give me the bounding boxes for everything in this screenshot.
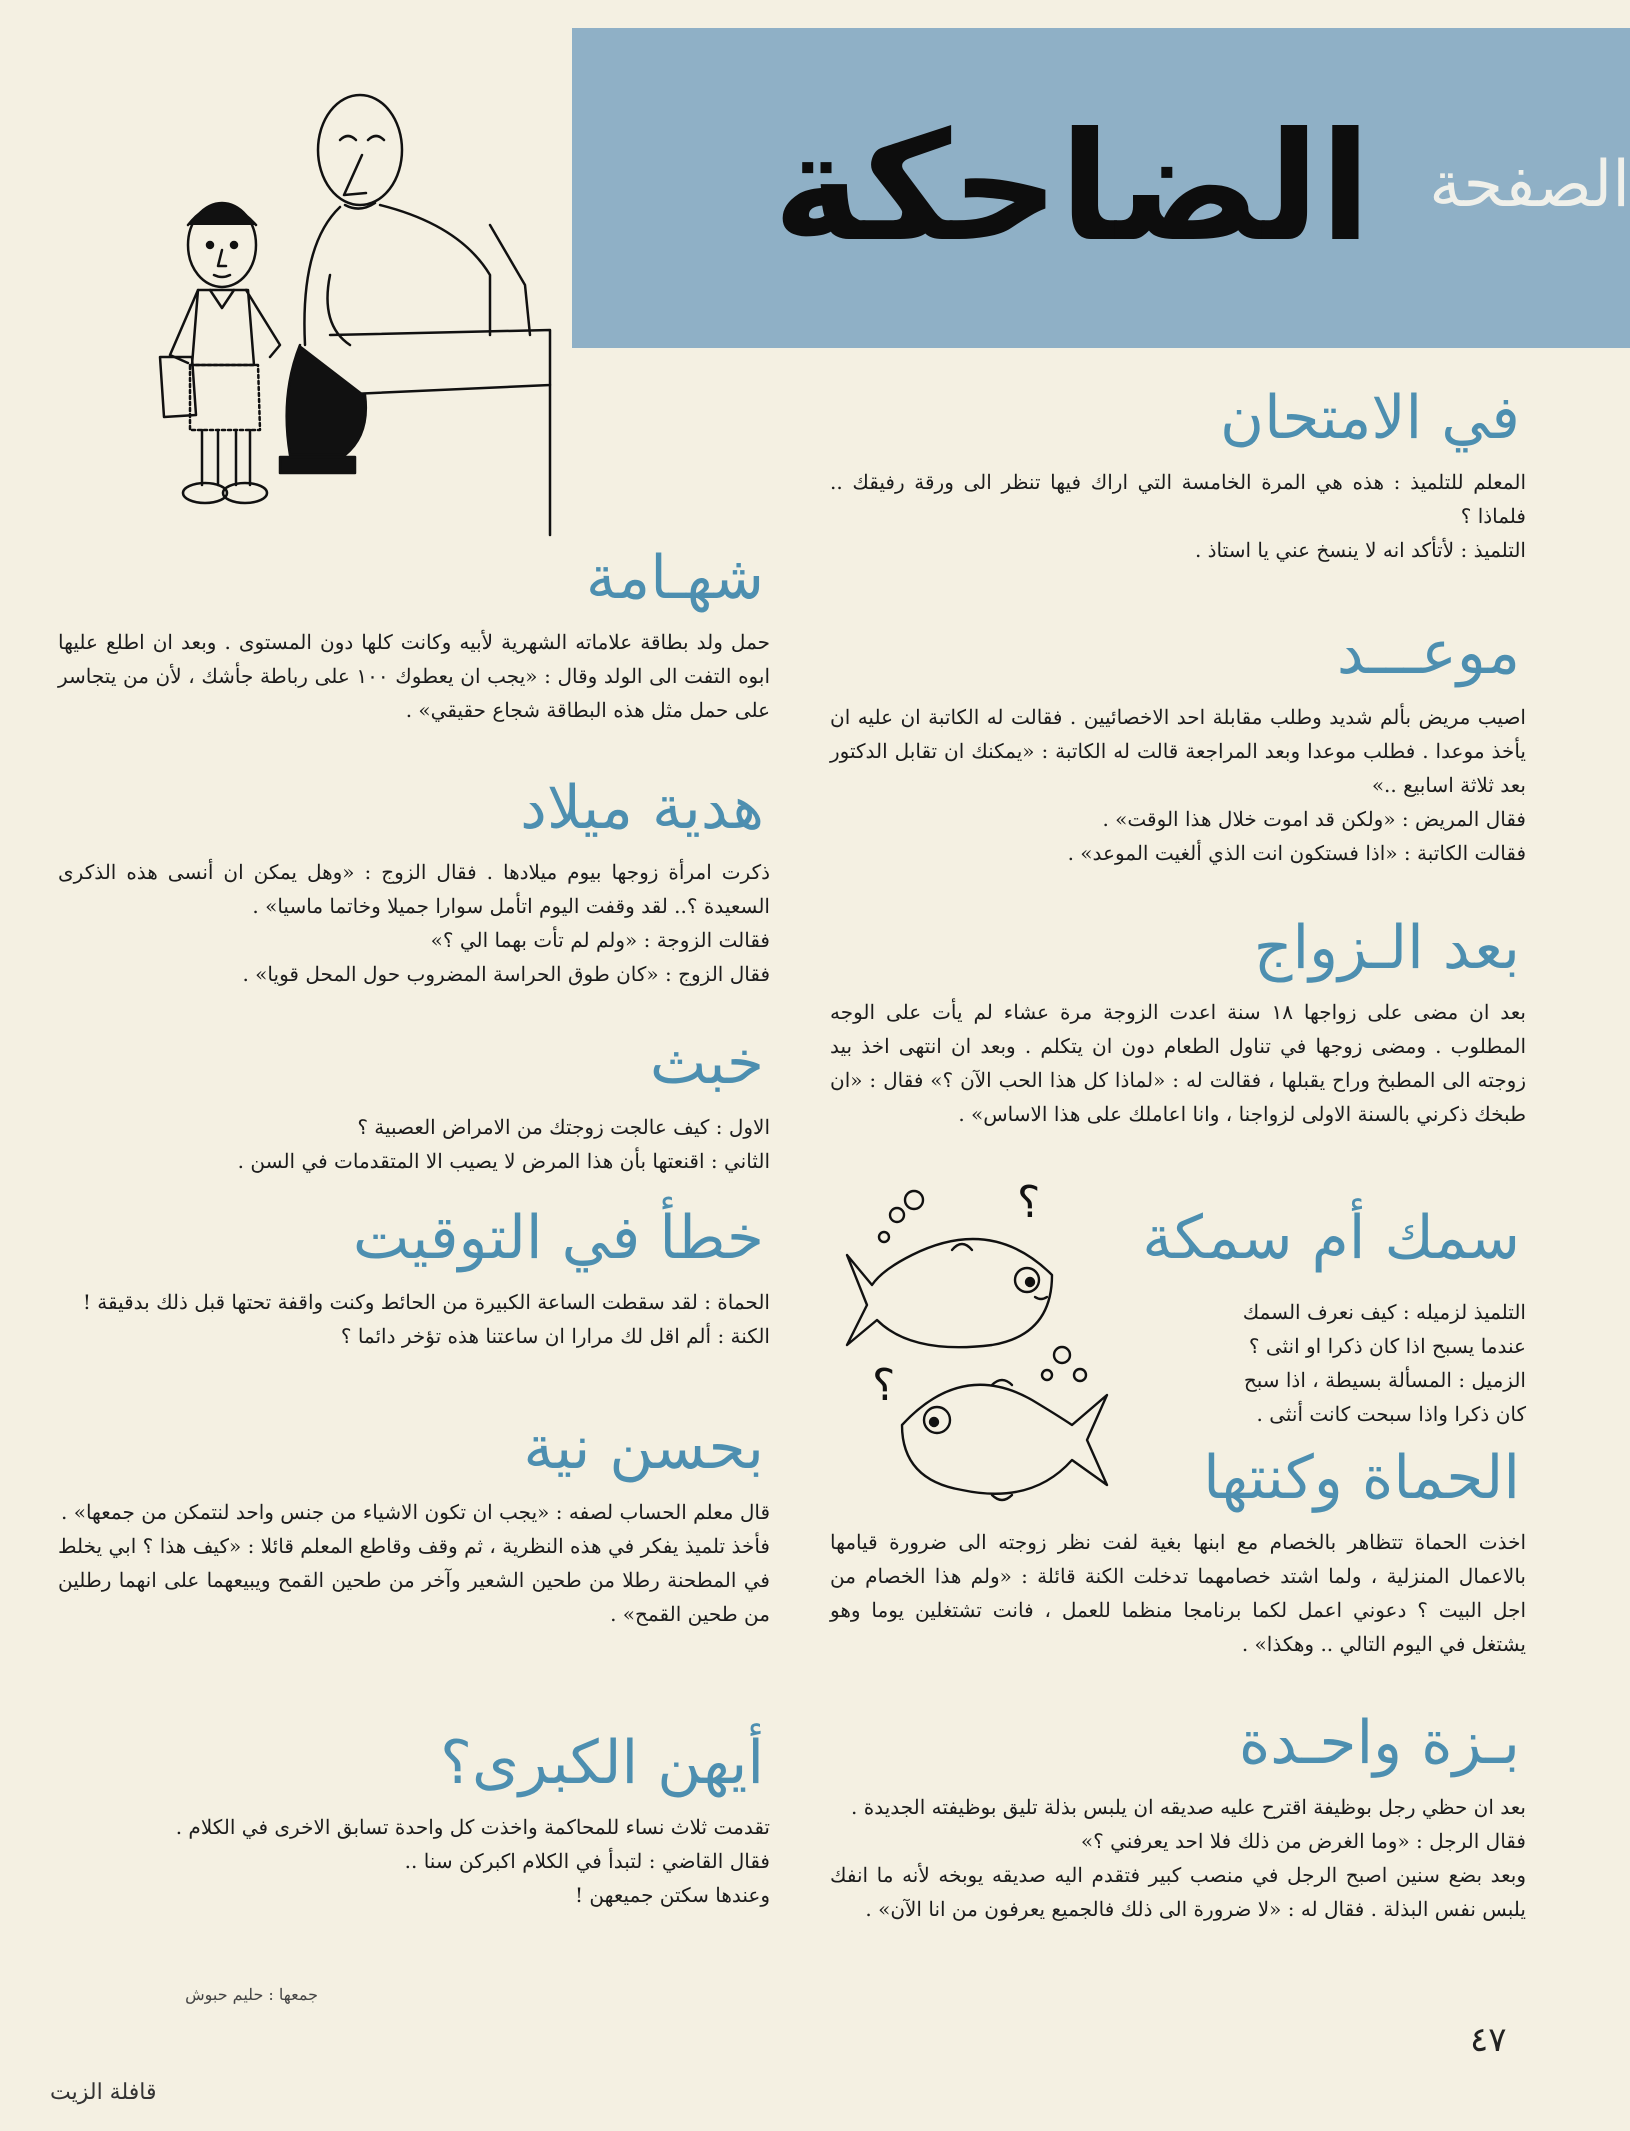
paragraph: بعد ان حظي رجل بوظيفة اقترح عليه صديقه ان يلبس بذلة تليق بوظيفته الجديدة .: [851, 1795, 1526, 1819]
question-mark-top: ؟: [1017, 1177, 1041, 1228]
section-courage: [58, 545, 770, 727]
section-after-marriage: [830, 915, 1526, 1131]
section-title: هدية ميلاد: [520, 773, 764, 843]
paragraph: فأخذ تلميذ يفكر في هذه النظرية ، ثم وقف وقاطع المعلم قائلا : «كيف هذا ؟ ابي يخلط في المطحنة رطلا من طحين الشعير وآخر من طحين القمح ويبيعهما على انهما رطلين من طحين القمح» .: [58, 1534, 770, 1626]
paragraph: التلميذ : لأتأكد انه لا ينسخ عني يا استاذ .: [1194, 538, 1526, 562]
teacher-student-illustration: [130, 95, 560, 565]
paragraph: اخذت الحماة تتظاهر بالخصام مع ابنها بغية لفت نظر زوجته الى ضرورة قيامها بالاعمال المنزلية ، ولما اشتد خصامهما تدخلت الكنة قائلة : «ولم هذا الخصام من اجل البيت ؟ دعوني اعمل لكما برنامجا منظما للعمل ، فانت تشتغلين يوما وهو يشتغل في اليوم التالي .. وهكذا» .: [830, 1530, 1526, 1656]
section-title: خبث: [649, 1028, 764, 1098]
section-title: في الامتحان: [1220, 383, 1520, 453]
section-fish: [1160, 1295, 1526, 1431]
section-good-intent: [58, 1415, 770, 1631]
paragraph: وعندها سكتن جميعهن !: [575, 1883, 770, 1907]
section-eldest: [58, 1730, 770, 1912]
page-number: ٤٧: [1470, 2020, 1507, 2060]
page-title: الضاحكة: [772, 101, 1372, 275]
section-appointment: [830, 620, 1526, 870]
paragraph: الاول : كيف عالجت زوجتك من الامراض العصبية ؟: [357, 1115, 770, 1139]
paragraph: الثاني : اقنعتها بأن هذا المرض لا يصيب الا المتقدمات في السن .: [237, 1149, 770, 1173]
section-title: خطأ في التوقيت: [352, 1203, 764, 1273]
paragraph: تقدمت ثلاث نساء للمحاكمة واخذت كل واحدة تسابق الاخرى في الكلام .: [175, 1815, 770, 1839]
section-title: بحسن نية: [523, 1413, 764, 1483]
section-title: شهـامة: [585, 543, 764, 613]
magazine-name: قافلة الزيت: [50, 2080, 157, 2105]
section-birthday-gift: [58, 775, 770, 991]
paragraph: فقالت الكاتبة : «اذا فستكون انت الذي ألغيت الموعد» .: [1067, 841, 1526, 865]
paragraph: ذكرت امرأة زوجها بيوم ميلادها . فقال الزوج : «وهل يمكن ان أنسى هذه الذكرى السعيدة ؟.. لقد وقفت اليوم اتأمل سوارا جميلا وخاتما ماسيا» .: [58, 860, 770, 918]
paragraph: قال معلم الحساب لصفه : «يجب ان تكون الاشياء من جنس واحد لنتمكن من جمعها» .: [61, 1500, 770, 1524]
paragraph: الحماة : لقد سقطت الساعة الكبيرة من الحائط وكنت واقفة تحتها قبل ذلك بدقيقة !: [82, 1290, 770, 1314]
section-title: سمك أم سمكة: [1142, 1203, 1520, 1273]
section-title: بعد الـزواج: [1253, 913, 1520, 983]
collector-credit: جمعها : حليم حبوش: [185, 1985, 318, 2004]
paragraph: فقال الرجل : «وما الغرض من ذلك فلا احد يعرفني ؟»: [1080, 1829, 1526, 1853]
section-fish-heading: [1142, 1203, 1526, 1273]
paragraph: الزميل : المسألة بسيطة ، اذا سبح: [1243, 1368, 1526, 1392]
paragraph: وبعد بضع سنين اصبح الرجل في منصب كبير فتقدم اليه صديقه يوبخه لأنه ما انفك يلبس نفس البذلة . فقال له : «لا ضرورة الى ذلك فالجميع يعرفون من انا الآن» .: [830, 1863, 1526, 1921]
section-title: أيهن الكبرى؟: [440, 1728, 764, 1798]
section-malice: [58, 1030, 770, 1178]
question-mark-bottom: ؟: [872, 1360, 896, 1411]
paragraph: المعلم للتلميذ : هذه هي المرة الخامسة التي اراك فيها تنظر الى ورقة رفيقك .. فلماذا ؟: [830, 470, 1526, 528]
paragraph: بعد ان مضى على زواجها ١٨ سنة اعدت الزوجة مرة عشاء لم يأت على الوجه المطلوب . ومضى زوجها في تناول الطعام دون ان يتكلم . وبعد ان انتهى اخذ بيد زوجته الى المطبخ وراح يقبلها ، فقالت له : «لماذا كل هذا الحب الآن ؟» فقال : «ان طبخك ذكرني بالسنة الاولى لزواجنا ، وانا اعاملك على هذا الاساس» .: [830, 1000, 1526, 1126]
paragraph: كان ذكرا واذا سبحت كانت أنثى .: [1256, 1402, 1526, 1426]
paragraph: عندما يسبح اذا كان ذكرا او انثى ؟: [1248, 1334, 1526, 1358]
section-title: بـزة واحـدة: [1238, 1708, 1520, 1778]
header-banner: [572, 28, 1630, 348]
paragraph: التلميذ لزميله : كيف نعرف السمك: [1242, 1300, 1526, 1324]
section-title: موعـــد: [1336, 618, 1520, 688]
fish-illustration: [842, 1177, 1122, 1515]
banner-prefix: الصفحة: [1429, 148, 1630, 222]
paragraph: الكنة : ألم اقل لك مرارا ان ساعتنا هذه تؤخر دائما ؟: [340, 1324, 770, 1348]
paragraph: فقالت الزوجة : «ولم لم تأت بهما الي ؟»: [430, 928, 770, 952]
paragraph: فقال الزوج : «كان طوق الحراسة المضروب حول المحل قويا» .: [242, 962, 770, 986]
section-one-suit: [830, 1710, 1526, 1926]
paragraph: فقال المريض : «ولكن قد اموت خلال هذا الوقت» .: [1102, 807, 1526, 831]
paragraph: حمل ولد بطاقة علاماته الشهرية لأبيه وكانت كلها دون المستوى . وبعد ان اطلع عليها ابوه التفت الى الولد وقال : «يجب ان يعطوك ١٠٠ على رباطة جأشك ، لأن من يتجاسر على حمل مثل هذه البطاقة شجاع حقيقي» .: [58, 630, 771, 722]
section-title: الحماة وكنتها: [1203, 1443, 1520, 1513]
section-exam: [830, 385, 1526, 567]
paragraph: فقال القاضي : لتبدأ في الكلام اكبركن سنا ..: [404, 1849, 770, 1873]
section-timing-error: [58, 1205, 770, 1353]
paragraph: اصيب مريض بألم شديد وطلب مقابلة احد الاخصائيين . فقالت له الكاتبة ان عليه ان يأخذ موعدا . فطلب موعدا وبعد المراجعة قالت له الكاتبة : «يمكنك ان تقابل الدكتور بعد ثلاثة اسابيع ..»: [830, 705, 1526, 797]
